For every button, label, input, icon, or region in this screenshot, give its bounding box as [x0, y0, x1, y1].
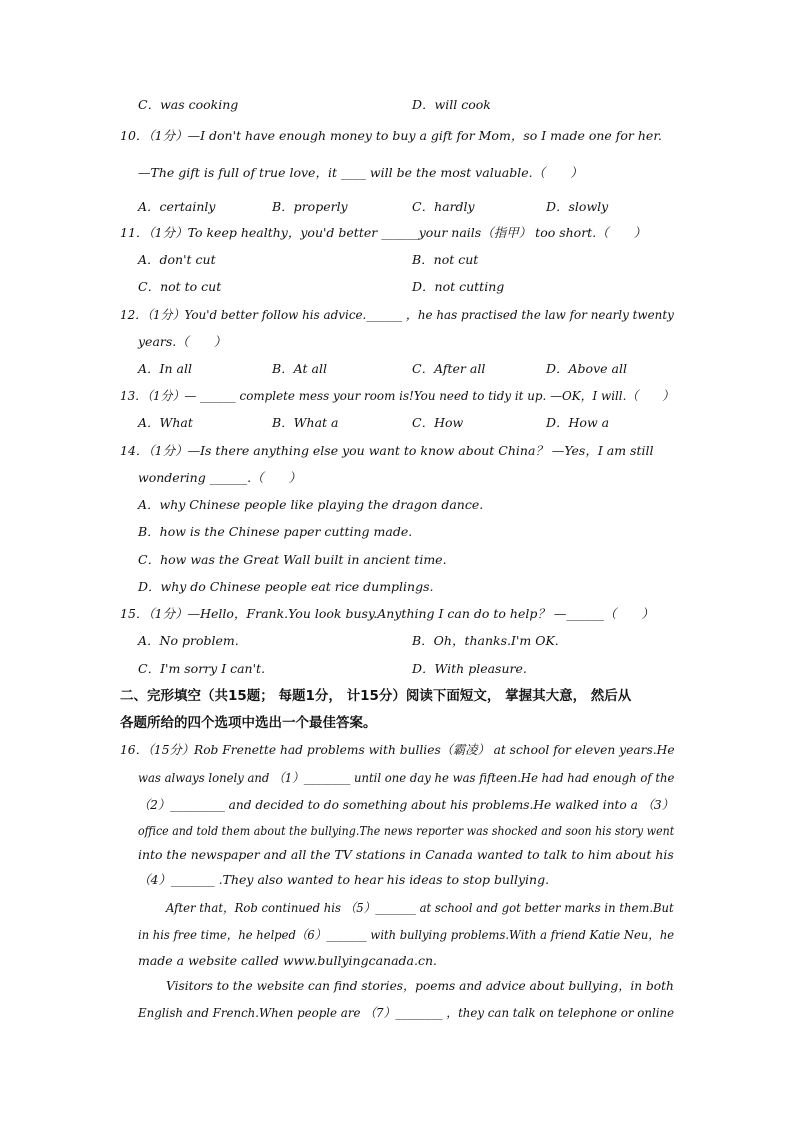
q14-option-a: A．why Chinese people like playing the dragon dance. — [138, 497, 484, 512]
q15-option-a: A．No problem. — [138, 633, 239, 648]
q15-stem: 15．（1分）—Hello，Frank.You look busy.Anything I can do to help？ —______（ ） — [120, 606, 654, 621]
q14-stem-line2: wondering ______.（ ） — [138, 470, 302, 485]
q14-option-c: C．how was the Great Wall built in ancient time. — [138, 552, 447, 567]
q16-passage-line: After that，Rob continued his （5）_______ at school and got better marks in them.But — [166, 900, 674, 915]
q10-option-b: B．properly — [272, 199, 348, 214]
q11-option-a: A．don't cut — [138, 252, 216, 267]
q16-passage-line: was always lonely and （1）________ until one day he was fifteen.He had had enough of the — [138, 770, 675, 785]
q12-option-b: B．At all — [272, 361, 327, 376]
q15-option-d: D．With pleasure. — [412, 661, 527, 676]
q16-passage-line: office and told them about the bullying.The news reporter was shocked and soon his story went — [138, 823, 675, 838]
q16-passage-line: made a website called www.bullyingcanada.cn. — [138, 953, 437, 968]
q9-option-d: D．will cook — [412, 97, 491, 112]
q16-passage-line: （2）_________ and decided to do something about his problems.He walked into a （3） — [138, 797, 674, 812]
q14-option-d: D．why do Chinese people eat rice dumplings. — [138, 579, 434, 594]
q12-option-d: D．Above all — [546, 361, 627, 376]
q14-option-b: B．how is the Chinese paper cutting made. — [138, 524, 413, 539]
q16-passage-line: into the newspaper and all the TV stations in Canada wanted to talk to him about his — [138, 847, 674, 862]
q16-passage-line: Visitors to the website can find stories，poems and advice about bullying，in both — [166, 978, 674, 993]
q10-stem-line1: 10．（1分）—I don't have enough money to buy a gift for Mom，so I made one for her. — [120, 128, 662, 143]
q12-stem-line1: 12．（1分）You'd better follow his advice.______ ，he has practised the law for nearly twenty — [120, 307, 674, 322]
q12-option-c: C．After all — [412, 361, 486, 376]
q11-option-b: B．not cut — [412, 252, 479, 267]
q13-stem: 13．（1分）— ______ complete mess your room is!You need to tidy it up. —OK，I will.（ ） — [120, 388, 675, 403]
q13-option-d: D．How a — [546, 415, 610, 430]
q12-stem-line2: years.（ ） — [138, 334, 227, 349]
q16-passage-line: English and French.When people are （7）________ ，they can talk on telephone or online — [138, 1005, 675, 1020]
q15-option-b: B．Oh，thanks.I'm OK. — [412, 633, 559, 648]
q9-option-c: C．was cooking — [138, 97, 239, 112]
q11-option-d: D．not cutting — [412, 279, 505, 294]
q11-option-c: C．not to cut — [138, 279, 222, 294]
q11-stem: 11．（1分）To keep healthy，you'd better ______your nails（指甲） too short.（ ） — [120, 225, 647, 240]
q15-option-c: C．I'm sorry I can't. — [138, 661, 266, 676]
q10-stem-line2: —The gift is full of true love，it ____ will be the most valuable.（ ） — [138, 165, 583, 180]
q13-option-b: B．What a — [272, 415, 339, 430]
q10-option-c: C．hardly — [412, 199, 475, 214]
q10-option-d: D．slowly — [546, 199, 609, 214]
q16-passage-line: 16．（15分）Rob Frenette had problems with bullies（霸凌） at school for eleven years.He — [120, 742, 675, 757]
section2-heading-line2: 各题所给的四个选项中选出一个最佳答案。 — [120, 715, 377, 731]
q12-option-a: A．In all — [138, 361, 192, 376]
q16-passage-line: in his free time，he helped（6）_______ with bullying problems.With a friend Katie Neu，he — [138, 927, 675, 942]
q13-option-c: C．How — [412, 415, 464, 430]
q10-option-a: A．certainly — [138, 199, 216, 214]
q13-option-a: A．What — [138, 415, 193, 430]
q16-passage-line: （4）_______ .They also wanted to hear his ideas to stop bullying. — [138, 872, 550, 887]
q14-stem-line1: 14．（1分）—Is there anything else you want to know about China？ —Yes，I am still — [120, 443, 654, 458]
section2-heading-line1: 二、完形填空（共15题； 每题1分， 计15分）阅读下面短文， 掌握其大意， 然后从 — [120, 688, 632, 704]
